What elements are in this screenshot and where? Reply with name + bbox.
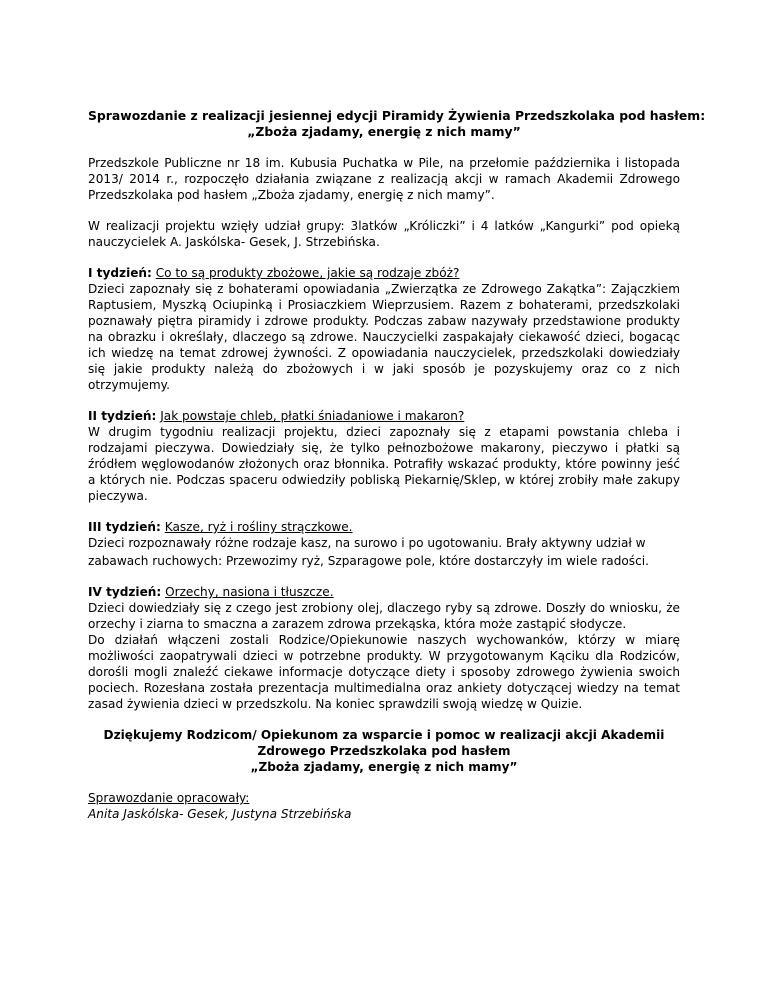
week-1-topic: Co to są produkty zbożowe, jakie są rodzaje zbóż? xyxy=(155,266,460,280)
author-label: Sprawozdanie opracowały: xyxy=(88,791,250,805)
document-page xyxy=(88,108,706,822)
week-2-section xyxy=(88,408,680,504)
week-3-section xyxy=(88,519,680,569)
week-2-heading xyxy=(88,408,680,424)
week-4-heading xyxy=(88,584,680,600)
author-block xyxy=(88,790,680,822)
groups-paragraph: W realizacji projektu wzięły udział grupy: 3latków „Króliczki” i 4 latków „Kangurki” pod opieką nauczycielek A. Jaskólska- Gesek, J. Strzebińska. xyxy=(88,219,680,249)
intro-paragraph: Przedszkole Publiczne nr 18 im. Kubusia Puchatka w Pile, na przełomie października i listopada 2013/ 2014 r., rozpoczęło działania związane z realizacją akcji w ramach Akademii Zdrowego Przedszkolaka pod hasłem „Zboża zjadamy, energię z nich mamy”. xyxy=(88,156,680,202)
week-4-topic: Orzechy, nasiona i tłuszcze. xyxy=(165,585,334,599)
week-4-label: IV tydzień: xyxy=(88,585,162,599)
week-2-label: II tydzień: xyxy=(88,409,157,423)
week-1-text: Dzieci zapoznały się z bohaterami opowiadania „Zwierzątka ze Zdrowego Zakątka”: Zajączkiem Raptusiem, Myszką Ociupinką i Prosiaczkiem Wieprzusiem. Razem z bohaterami, przedszkolaki poznawały piętra piramidy i zdrowe produkty. Podczas zabaw nazywały przedstawione produkty na obrazku i określały, dlaczego są zdrowe. Nauczycielki zaspakajały ciekawość dzieci, bogacąc ich wiedzę na temat zdrowej żywności. Z opowiadania nauczycielek, przedszkolaki dowiedziały się jakie produkty należą do zbożowych i w jaki sposób je pozyskujemy oraz co z nich otrzymujemy. xyxy=(88,282,680,392)
week-4-text: Dzieci dowiedziały się z czego jest zrobiony olej, dlaczego ryby są zdrowe. Doszły do wniosku, że orzechy i ziarna to smaczna a zarazem zdrowa przekąska, która może zastąpić słodycze. xyxy=(88,601,680,631)
week-4-text-parents: Do działań włączeni zostali Rodzice/Opiekunowie naszych wychowanków, którzy w miarę możliwości zaopatrywali dzieci w potrzebne produkty. W przygotowanym Kąciku dla Rodziców, dorośli mogli znaleźć ciekawe informacje dotyczące diety i sposoby zdrowego żywienia swoich pociech. Rozesłana została prezentacja multimedialna oraz ankiety dotyczącej wiedzy na temat zasad żywienia dzieci w przedszkolu. Na koniec sprawdzili swoją wiedzę w Quizie. xyxy=(88,633,680,711)
week-2-text: W drugim tygodniu realizacji projektu, dzieci zapoznały się z etapami powstania chleba i rodzajami pieczywa. Dowiedziały się, że tylko pełnozbożowe makarony, pieczywo i płatki są źródłem węglowodanów złożonych oraz błonnika. Potrafiły wskazać produkty, które powinny jeść a których nie. Podczas spaceru odwiedziły pobliską Piekarnię/Sklep, w której zrobiły małe zakupy pieczywa. xyxy=(88,425,680,503)
week-3-text-line-2: zabawach ruchowych: Przewozimy ryż, Szparagowe pole, które dostarczyły im wiele radości. xyxy=(88,554,649,568)
week-1-label: I tydzień: xyxy=(88,266,152,280)
title-line-1: Sprawozdanie z realizacji jesiennej edycji Piramidy Żywienia Przedszkolaka pod hasłem: xyxy=(88,108,706,123)
title-line-2: „Zboża zjadamy, energię z nich mamy” xyxy=(247,124,521,139)
author-names: Anita Jaskólska- Gesek, Justyna Strzebińska xyxy=(88,807,352,821)
week-3-heading xyxy=(88,519,680,535)
week-1-heading xyxy=(88,265,680,281)
week-4-section xyxy=(88,584,680,712)
thanks-line-1: Dziękujemy Rodzicom/ Opiekunom za wsparcie i pomoc w realizacji akcji Akademii xyxy=(103,728,665,742)
week-1-section xyxy=(88,265,680,393)
week-3-text-line-1: Dzieci rozpoznawały różne rodzaje kasz, na surowo i po ugotowaniu. Brały aktywny udział w xyxy=(88,536,646,550)
week-3-topic: Kasze, ryż i rośliny strączkowe. xyxy=(164,520,353,534)
week-2-topic: Jak powstaje chleb, płatki śniadaniowe i makaron? xyxy=(160,409,465,423)
thanks-line-3: „Zboża zjadamy, energię z nich mamy” xyxy=(250,760,518,774)
thanks-note xyxy=(88,727,680,775)
thanks-line-2: Zdrowego Przedszkolaka pod hasłem xyxy=(257,744,511,758)
document-title xyxy=(88,108,706,140)
week-3-label: III tydzień: xyxy=(88,520,161,534)
